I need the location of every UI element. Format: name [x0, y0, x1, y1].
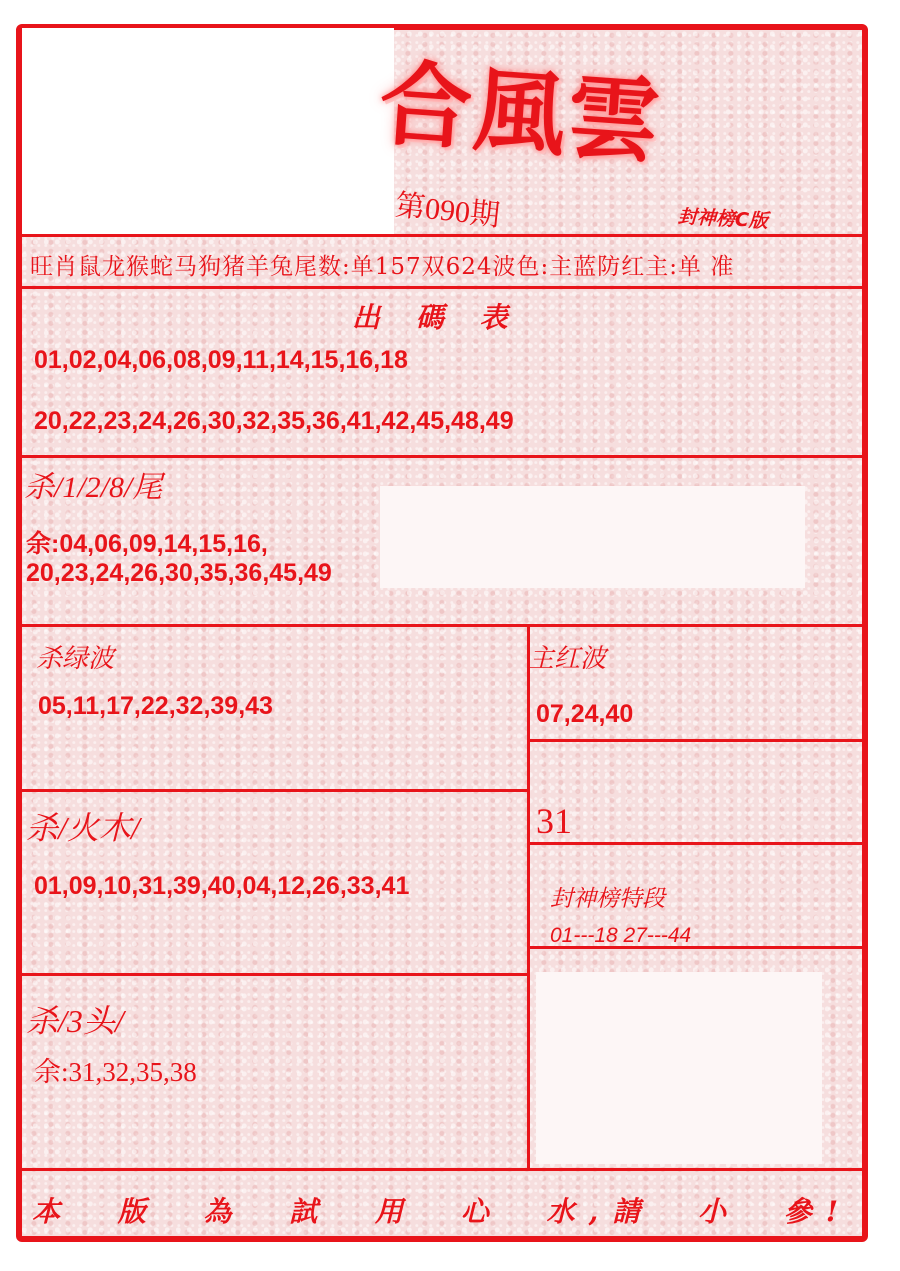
info-line: 旺肖鼠龙猴蛇马狗猪羊兔尾数:单157双624波色:主蓝防红主:单 准	[30, 254, 735, 280]
kill-fire-wood-values: 01,09,10,31,39,40,04,12,26,33,41	[34, 872, 410, 900]
kill-green-values: 05,11,17,22,32,39,43	[38, 692, 273, 720]
main-red-values: 07,24,40	[536, 700, 634, 728]
kill-tail-line-2: 20,23,24,26,30,35,36,45,49	[26, 559, 332, 587]
issue-number: 第090期	[393, 188, 502, 233]
kill-fire-wood-label: 杀/火木/	[26, 810, 140, 846]
kill-head-label: 杀/3头/	[26, 1003, 124, 1039]
divider	[22, 973, 529, 976]
blank-area	[536, 972, 822, 1164]
divider	[22, 789, 529, 792]
edition-label: 封神榜C版	[677, 205, 769, 233]
divider	[22, 1168, 864, 1171]
divider	[22, 234, 864, 237]
footer-note: 本 版 為 試 用 心 水,請 小 參!	[31, 1195, 853, 1228]
table-row-1: 01,02,04,06,08,09,11,14,15,16,18	[34, 346, 408, 374]
main-red-label: 主红波	[528, 644, 607, 674]
kill-tail-line-1: 余:04,06,09,14,15,16,	[26, 530, 268, 558]
kill-tail-label: 杀/1/2/8/尾	[24, 471, 163, 504]
divider	[22, 624, 864, 627]
special-range-values: 01---18 27---44	[550, 924, 692, 947]
kill-head-values: 余:31,32,35,38	[34, 1057, 197, 1087]
kill-green-label: 杀绿波	[36, 644, 115, 674]
divider	[527, 625, 530, 1170]
table-heading: 出 碼 表	[352, 301, 514, 334]
special-range-label: 封神榜特段	[550, 886, 665, 912]
table-row-2: 20,22,23,24,26,30,32,35,36,41,42,45,48,49	[34, 407, 514, 435]
logo-placeholder	[22, 28, 394, 234]
page-title: 合風雲	[376, 48, 666, 177]
single-number: 31	[536, 801, 572, 841]
divider	[22, 455, 864, 458]
blank-area	[380, 486, 805, 588]
divider	[529, 842, 864, 845]
divider	[22, 286, 864, 289]
divider	[529, 739, 864, 742]
